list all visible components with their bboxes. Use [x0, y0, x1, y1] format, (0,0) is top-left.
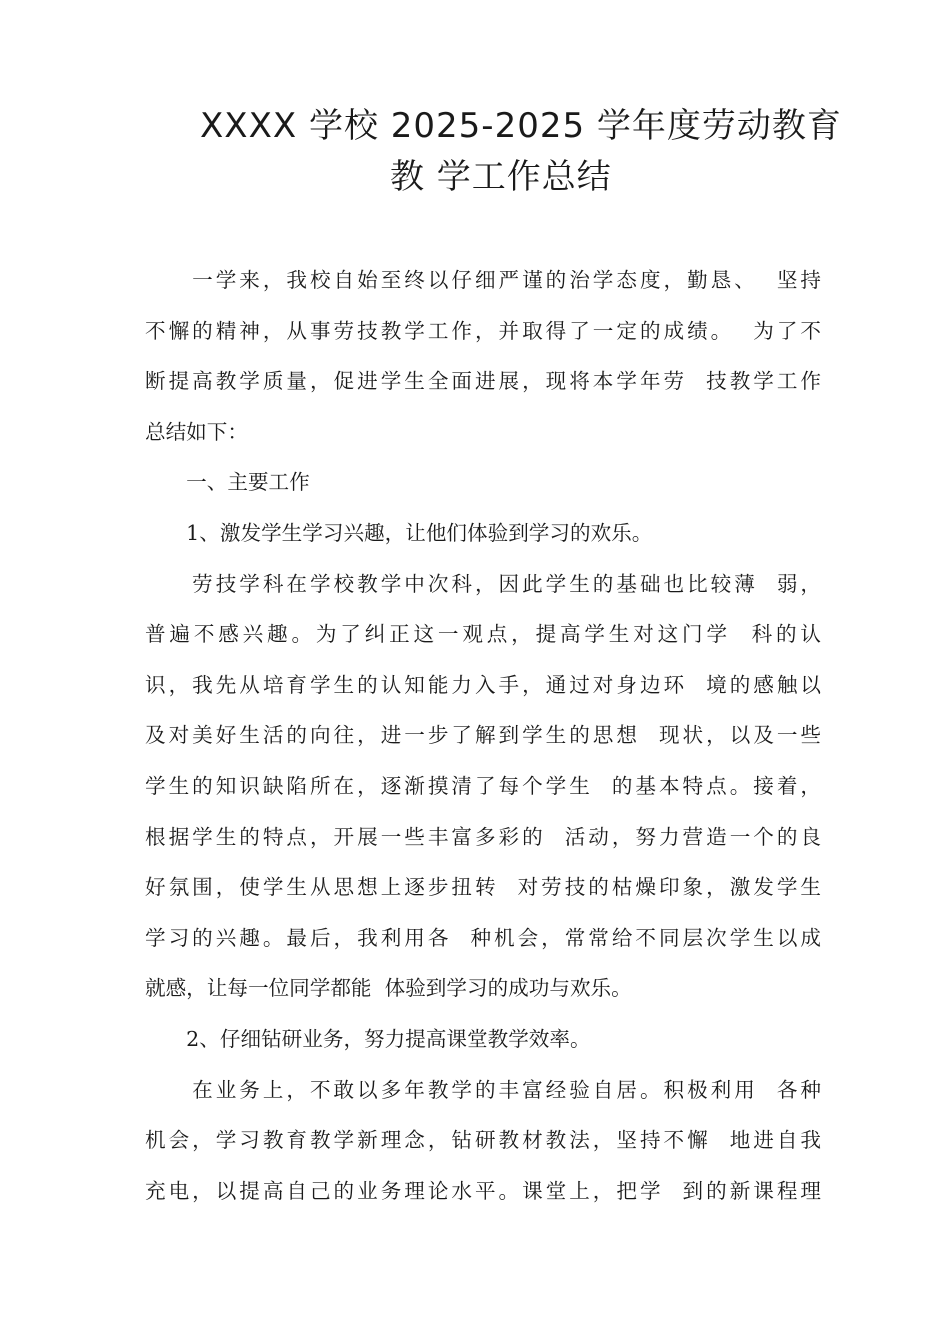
body-text-line: 不懈的精神，从事劳技教学工作，并取得了一定的成绩。 为了不 — [145, 318, 821, 343]
body-text-line: 识，我先从培育学生的认知能力入手，通过对身边环 境的感触以 — [145, 672, 821, 697]
body-text-line: 学习的兴趣。最后，我利用各 种机会，常常给不同层次学生以成 — [145, 925, 821, 950]
document-title-line-2: 教 学工作总结 — [390, 157, 612, 197]
body-text-line: 总结如下： — [145, 419, 248, 444]
body-text-line: 机会，学习教育教学新理念，钻研教材教法，坚持不懈 地进自我 — [145, 1128, 821, 1153]
body-text-line: 好氛围，使学生从思想上逐步扭转 对劳技的枯燥印象，激发学生 — [145, 875, 821, 900]
body-text-line: 充电，以提高自己的业务理论水平。课堂上，把学 到的新课程理 — [145, 1178, 821, 1203]
body-text-line: 学生的知识缺陷所在，逐渐摸清了每个学生 的基本特点。接着， — [145, 774, 821, 798]
body-text-line: 断提高教学质量，促进学生全面进展，现将本学年劳 技教学工作 — [145, 369, 821, 394]
body-text-line: 一学来，我校自始至终以仔细严谨的治学态度，勤恳、 坚持 — [145, 268, 821, 292]
body-text-line: 2、仔细钻研业务，努力提高课堂教学效率。 — [145, 1027, 591, 1051]
body-text-line: 根据学生的特点，开展一些丰富多彩的 活动，努力营造一个的良 — [145, 824, 821, 849]
body-text-line: 劳技学科在学校教学中次科，因此学生的基础也比较薄 弱， — [145, 571, 821, 596]
document-title-line-1: XXXX 学校 2025-2025 学年度劳动教育 — [200, 106, 842, 146]
body-text-line: 在业务上，不敢以多年教学的丰富经验自居。积极利用 各种 — [145, 1077, 821, 1102]
body-text-line: 就感，让每一位同学都能 体验到学习的成功与欢乐。 — [145, 976, 632, 1001]
body-text-line: 普遍不感兴趣。为了纠正这一观点，提高学生对这门学 科的认 — [145, 622, 821, 647]
body-text-line: 1、激发学生学习兴趣，让他们体验到学习的欢乐。 — [145, 521, 653, 545]
body-text-line: 及对美好生活的向往，进一步了解到学生的思想 现状，以及一些 — [145, 723, 821, 748]
body-text-line: 一、主要工作 — [145, 470, 310, 495]
